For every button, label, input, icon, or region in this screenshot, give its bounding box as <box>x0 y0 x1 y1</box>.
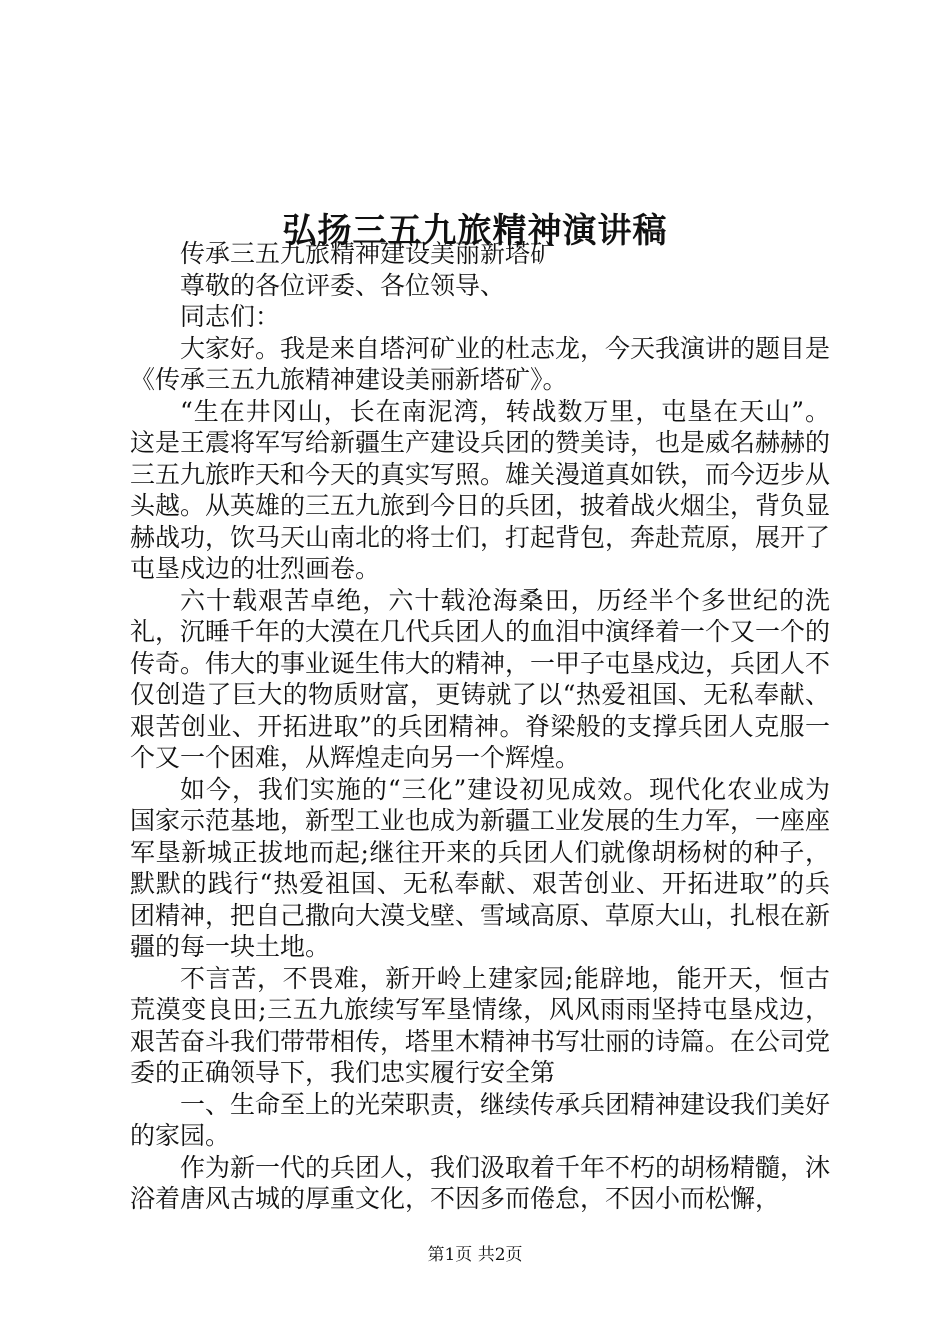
paragraph: “生在井冈山，长在南泥湾，转战数万里，屯垦在天山”。这是王震将军写给新疆生产建设兵团的赞美诗，也是威名赫赫的三五九旅昨天和今天的真实写照。雄关漫道真如铁，而今迈步从头越。从英雄的三五九旅到今日的兵团，披着战火烟尘，背负显赫战功，饮马天山南北的将士们，打起背包，奔赴荒原，展开了屯垦戍边的壮烈画卷。 <box>130 396 831 583</box>
page-footer: 第1页 共2页 <box>427 1245 523 1265</box>
paragraph-salutation: 尊敬的各位评委、各位领导、 <box>180 270 506 300</box>
paragraph: 大家好。我是来自塔河矿业的杜志龙，今天我演讲的题目是《传承三五九旅精神建设美丽新塔矿》。 <box>130 333 831 394</box>
paragraph: 不言苦，不畏难，新开岭上建家园;能辟地，能开天，恒古荒漠变良田;三五九旅续写军垦情缘，风风雨雨坚持屯垦戍边，艰苦奋斗我们带带相传，塔里木精神书写壮丽的诗篇。在公司党委的正确领导下，我们忠实履行安全第 <box>130 963 831 1087</box>
paragraph-subtitle: 传承三五九旅精神建设美丽新塔矿 <box>180 239 556 268</box>
paragraph: 六十载艰苦卓绝，六十载沧海桑田，历经半个多世纪的洗礼，沉睡千年的大漠在几代兵团人的血泪中演绎着一个又一个的传奇。伟大的事业诞生伟大的精神，一甲子屯垦戍边，兵团人不仅创造了巨大的物质财富，更铸就了以“热爱祖国、无私奉献、艰苦创业、开拓进取”的兵团精神。脊梁般的支撑兵团人克服一个又一个困难，从辉煌走向另一个辉煌。 <box>130 585 831 772</box>
paragraph: 作为新一代的兵团人，我们汲取着千年不朽的胡杨精髓，沐浴着唐风古城的厚重文化，不因多而倦怠，不因小而松懈， <box>130 1152 831 1213</box>
paragraph: 一、生命至上的光荣职责，继续传承兵团精神建设我们美好的家园。 <box>130 1089 831 1150</box>
paragraph-salutation-2: 同志们： <box>180 302 281 331</box>
document-body <box>130 238 830 1215</box>
paragraph: 如今，我们实施的“三化”建设初见成效。现代化农业成为国家示范基地，新型工业也成为新疆工业发展的生力军，一座座军垦新城正拔地而起;继往开来的兵团人们就像胡杨树的种子，默默的践行“热爱祖国、无私奉献、艰苦创业、开拓进取”的兵团精神，把自己撒向大漠戈壁、雪域高原、草原大山，扎根在新疆的每一块土地。 <box>130 774 831 961</box>
document-title: 弘扬三五九旅精神演讲稿 <box>282 210 668 251</box>
